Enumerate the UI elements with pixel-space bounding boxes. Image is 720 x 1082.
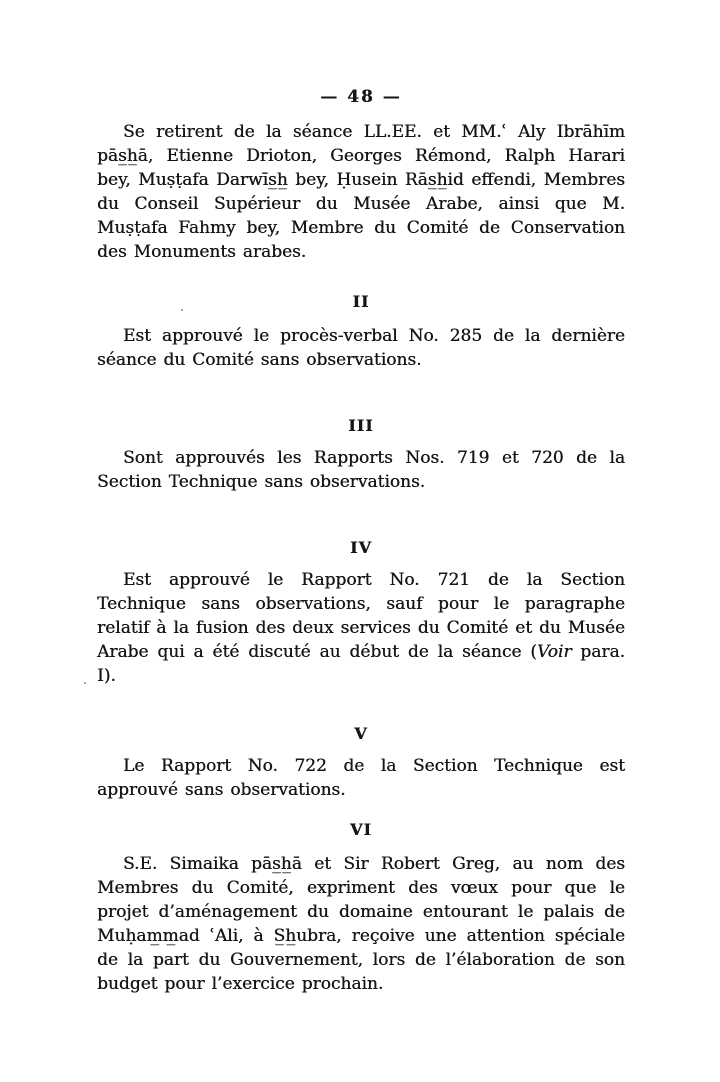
scan-speck	[181, 309, 183, 311]
section-v-paragraph: Le Rapport No. 722 de la Section Technique est approuvé sans observations.	[97, 756, 625, 800]
section-iii-paragraph: Sont approuvés les Rapports Nos. 719 et 720 de la Section Technique sans observations.	[97, 448, 625, 492]
text-column	[97, 0, 625, 996]
section-iv-text-after: para. I).	[97, 642, 625, 686]
section-iv-italic-word: Voir	[536, 642, 572, 662]
section-heading-ii: II	[352, 292, 370, 311]
section-heading-vi: VI	[350, 820, 372, 839]
section-ii-paragraph: Est approuvé le procès-verbal No. 285 de la dernière séance du Comité sans observations.	[97, 326, 625, 370]
section-iv-text-before: Est approuvé le Rapport No. 721 de la Section Technique sans observations, sauf pour le paragraphe relatif à la fusion des deux services du Comité et du Musée Arabe qui a été discuté au début de la séance (	[97, 570, 625, 662]
section-heading-v: V	[354, 724, 368, 743]
section-vi-paragraph: S.E. Simaika pās̲h̲ā et Sir Robert Greg, au nom des Membres du Comité, expriment des vœux pour que le projet d’aménagement du domaine entourant le palais de Muḥam̲m̲ad ʿAli, à S̲h̲ubra, reçoive une attention spéciale de la part du Gouvernement, lors de l’élaboration de son budget pour l’exercice prochain.	[97, 854, 625, 994]
section-iv-paragraph	[97, 568, 625, 688]
page-number: — 48 —	[320, 87, 402, 107]
section-heading-iii: III	[348, 416, 374, 435]
intro-paragraph: Se retirent de la séance LL.EE. et MM.ʿ Aly Ibrāhīm pās̲h̲ā, Etienne Drioton, Georges Rémond, Ralph Harari bey, Muṣṭafa Darwīs̲h̲ bey, Ḥusein Rās̲h̲id effendi, Membres du Conseil Supérieur du Musée Arabe, ainsi que M. Muṣṭafa Fahmy bey, Membre du Comité de Conservation des Monuments arabes.	[97, 122, 625, 262]
scan-speck	[84, 682, 86, 684]
section-heading-iv: IV	[350, 538, 372, 557]
